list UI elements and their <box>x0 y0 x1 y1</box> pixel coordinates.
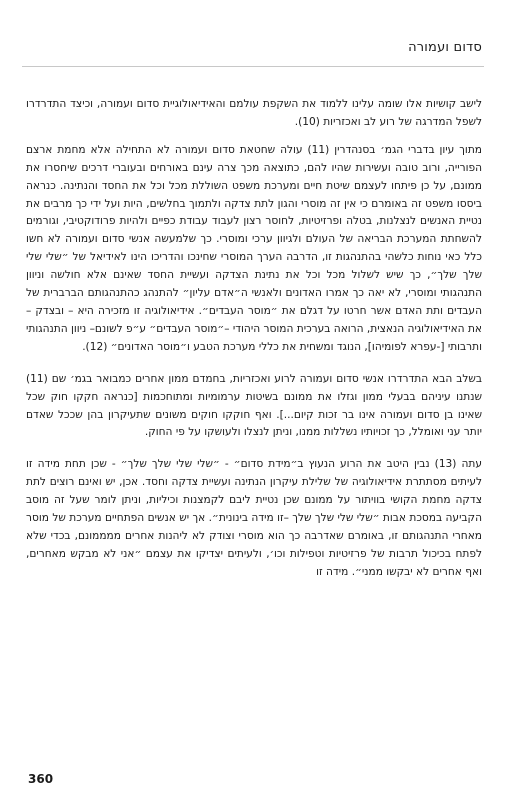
body-text <box>26 96 482 582</box>
page-number: 360 <box>28 772 54 786</box>
paragraph-intro: לישב קושיות אלו שומה עלינו ללמוד את השקפת עולמם והאידיאולוגיית סדום ועמורה, וכיצד התדרדרו לשפל המדרגה של רוע לב ואכזריות (10). <box>26 98 482 128</box>
paragraph-middat-sedom: עתה (13) נבין היטב את הרוע הנעוץ ב״מידת סדום״ - ״שלי שלי שלך שלך״ - שכן תחת מידה זו לעיתים מסתתרת אידיאולוגיה של שלילת עיקרון הנתינה ועשיית צדקה וחסד. אכן, יש ואינם רוצים לתת צדקה מחמת הקושי בוויתור על ממונם שכן נטיית ליבם לקמצנות וכיליות, וניתן לומר שעל זה מוסב הקביעה במסכת אבות ״שלי שלי שלך שלך –זו מידה בינונית״. אך יש אנשים הפתחיים מערכת של מוסר מאחרי התנהגותם זו, באומרם שאדרבה כך הוא מוסרי וצודק לא ליהנות אחרים ממממונם, בכדי שלא לפתח בכיכול תרבות של פרזיטיות וטפילות וכו׳, ולעיתים יצדיקו את עצמם ״אני לא מבקש מאחרים, ואף אחרים לא יבקשו ממני״. מידה זו <box>26 458 483 578</box>
header-divider <box>22 66 484 67</box>
paragraph-sanhedrin: מתוך עיון בדברי הגמ׳ בסנהדרין (11) עולה שחטאת סדום ועמורה לא התחילה אלא מחמת ארצם הפורייה, ורוב טובה ועשירות שהיו להם, כתוצאה מכך צרה עינם באורחים ובעוברי דרכים שיחסרו את ממונם, על כן פיתחו לעצמם שיטת חיים ומערכת משפט השוללת מכל וכל את החסד והנתינה. כנראה ביססו משפט זה באומרם כי אין זה מוסרי והגון לתת צדקה ולתמוך בחלשים, היות ועל ידי כך מרבים את נטיית האנשים לנצלנות, בטלה ופרזיטיות, לחוסר רצון לעבוד עבודת כפיים ולהיות פרודוקטיבי, וגורמים להשחתת המערכת הבריאה של העולם ולגיוון ערכי ומוסרי. כך שלמעשה אנשי סדום ועמורה לא חשו כלל כאי נוחות כלשהי בהתנהגות זו, הדרבה הערך המוסרי שחינכו והדריכו הינו לאידיאל של ״שלי שלי שלך שלך״, כך שיש לשלול מכל וכל את נתינת הצדקה ועשיית החסד שאינם אלא חולשה וניוון התנהגותי ומוסרי, לא יאה כך אמרו האדונים ולאנשי ה״אדם עליון״ להתנהג כהתנהגותם הברברית של העבדים ותת האדם אשר חרטו על דגלם את ״מוסר העבדים״. אידיאולוגיה זו מזכירה היא – ובצדק – את האידיאולוגיה הנאצית, הרואה בערכית המוסר היהודי –״מוסר העבדים״ ע״פ לשונם– ניוון התנהגותי ותרבותי [-עפרא לפומיהו], הנוגד ומשחית את כללי מערכת הטבע ו״מוסר האדונים״ (12). <box>25 143 482 353</box>
running-header: סדום ועמורה <box>408 40 482 55</box>
paragraph-cruelty: בשלב הבא התדרדרו אנשי סדום ועמורה לרוע ואכזריות, בחמדם ממון אחרים כמבואר בגמ׳ שם (11) שנתנו עיניהם בבעלי ממון וגזלו את ממונם בשיטות ערמומיות ומתוחכמות [כנראה חקקו חוק שכל שאינו בן סדום ועמורה אינו בר זכות קיום...]. ואף חוקקו חוקים משונים שתעיקרון בהן שככל שאדם יותר עני ואומלל, כך זכויותיו נשללות ממנו, וניתן לנצלו ולעושקו על פי החוק. <box>26 372 482 439</box>
